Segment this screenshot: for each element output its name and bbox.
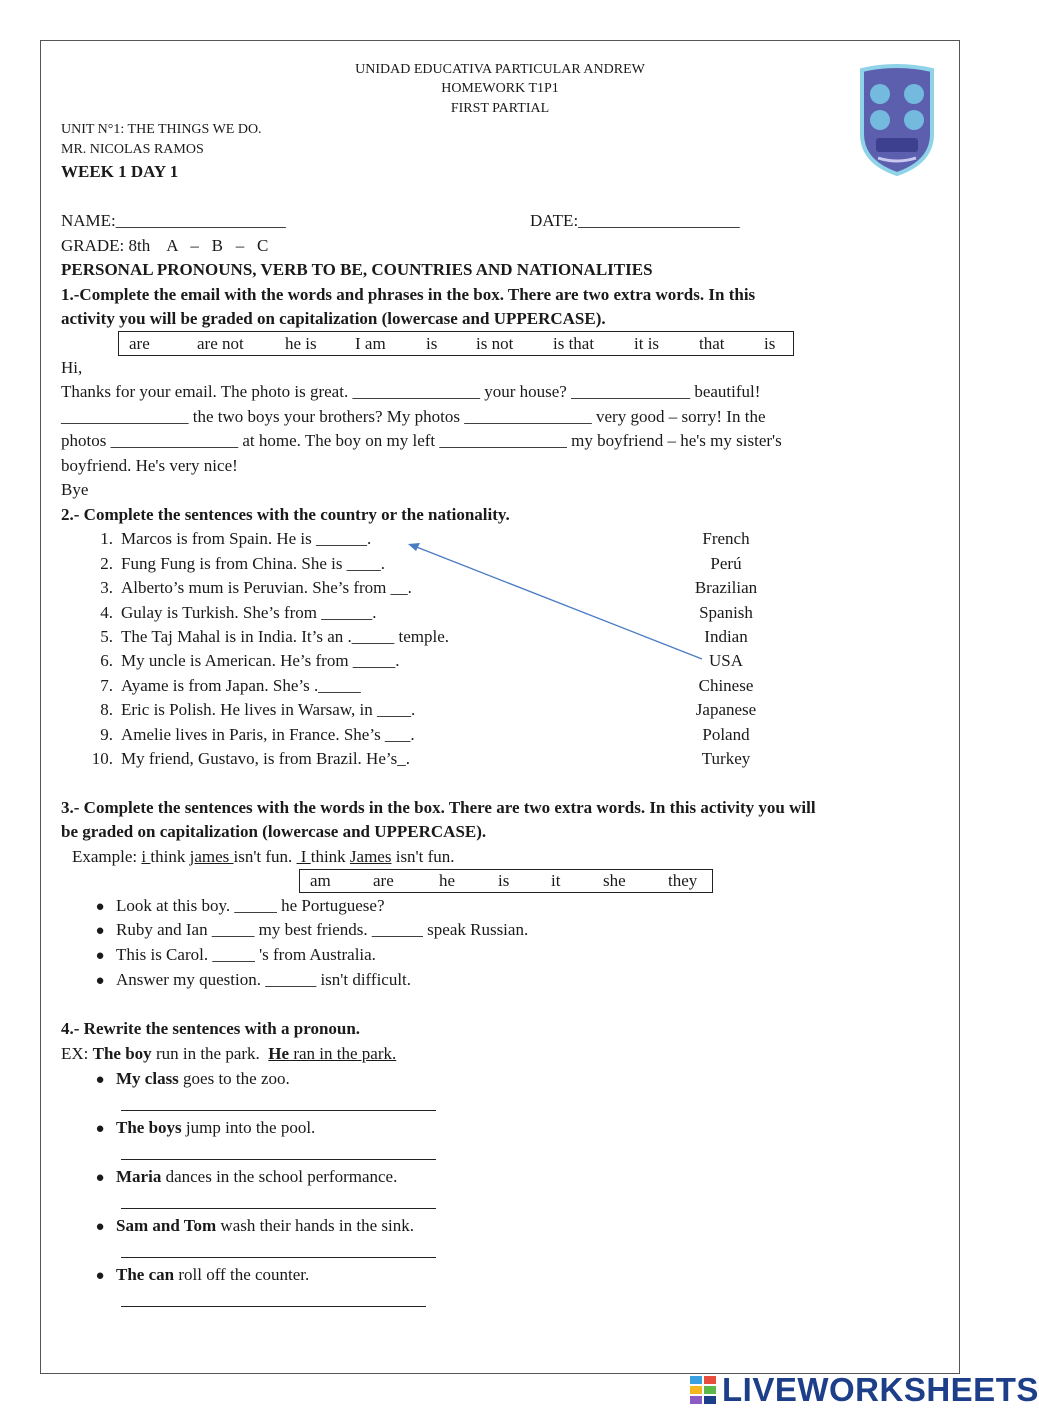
email-line: Hi, [61,358,83,377]
item-text: Answer my question. ______ isn't difficult. [116,970,412,989]
word-chip: he is [285,333,317,353]
email-line: boyfriend. He's very nice! [61,456,238,475]
item-number: 8. [100,700,113,719]
answer-line[interactable] [121,1306,426,1307]
ex1-instruction: 1.-Complete the email with the words and phrases in the box. There are two extra words. In this [61,285,756,304]
option-word[interactable]: Turkey [701,749,751,768]
unit-title: UNIT N°1: THE THINGS WE DO. [61,122,262,137]
item-number: 4. [100,603,113,622]
topic-heading: PERSONAL PRONOUNS, VERB TO BE, COUNTRIES AND NATIONALITIES [61,260,653,279]
example-answer: ran in the park. [289,1044,397,1063]
option-word[interactable]: Perú [710,554,742,573]
example-answer-subject: He [268,1044,290,1063]
teacher-name: MR. NICOLAS RAMOS [61,142,204,157]
bullet-icon: ● [95,1072,105,1088]
example-word: i [141,847,151,866]
option-word[interactable]: French [702,529,750,548]
answer-line[interactable] [121,1257,436,1258]
item-text: Ayame is from Japan. She’s ._____ [121,676,361,695]
school-name: UNIDAD EDUCATIVA PARTICULAR ANDREW [355,62,645,77]
answer-line[interactable] [121,1208,436,1209]
item-subject: My class [116,1069,179,1088]
bullet-icon: ● [95,1219,105,1235]
bullet-icon: ● [95,1268,105,1284]
item-text: Marcos is from Spain. He is ______. [121,529,372,548]
ex4-item [90,1265,309,1285]
answer-line[interactable] [121,1159,436,1160]
item-text: jump into the pool. [181,1118,316,1137]
bullet-icon: ● [95,1170,105,1186]
date-field[interactable]: DATE:___________________ [530,211,740,230]
option-word[interactable]: Poland [702,725,750,744]
partial-title: FIRST PARTIAL [450,101,550,116]
example-text: run in the park. [151,1044,265,1063]
item-text: dances in the school performance. [161,1167,398,1186]
word-chip: am [310,871,331,890]
email-line: Bye [61,480,89,499]
ex3-example [72,847,455,867]
ex4-item [90,1069,290,1089]
option-word[interactable]: Japanese [695,700,757,719]
ex1-instruction-2: activity you will be graded on capitalization (lowercase and UPPERCASE). [61,309,606,328]
item-text: Ruby and Ian _____ my best friends. ______ speak Russian. [116,920,529,939]
example-prefix: Example: [72,847,142,866]
week-day: WEEK 1 DAY 1 [61,162,179,181]
word-chip: is [764,333,776,353]
example-text: think [150,847,190,866]
ex3-instruction: 3.- Complete the sentences with the words in the box. There are two extra words. In this activity you will [61,798,816,817]
ex2-instruction: 2.- Complete the sentences with the country or the nationality. [61,505,510,524]
item-text: Fung Fung is from China. She is ____. [121,554,385,573]
ex4-instruction: 4.- Rewrite the sentences with a pronoun. [61,1019,361,1038]
name-field[interactable]: NAME:____________________ [61,211,286,230]
example-word: I [296,847,311,866]
bullet-icon: ● [95,1121,105,1137]
example-text: isn't fun. [233,847,297,866]
example-subject: The boy [92,1044,152,1063]
word-chip: it is [634,333,660,353]
word-chip: are [129,333,150,353]
ex3-item[interactable] [90,920,528,940]
ex3-instruction-2: be graded on capitalization (lowercase and UPPERCASE). [61,822,487,841]
option-word[interactable]: Brazilian [694,578,758,597]
word-chip: they [668,871,698,890]
item-number: 1. [100,529,113,548]
item-subject: Maria [116,1167,162,1186]
bullet-icon: ● [95,948,105,964]
item-text: The Taj Mahal is in India. It’s an ._____ temple. [121,627,450,646]
liveworksheets-logo [690,1372,1039,1408]
example-text: think [310,847,350,866]
word-chip: is [426,333,438,353]
item-text: wash their hands in the sink. [216,1216,415,1235]
ex4-example [61,1044,396,1064]
grade-line: GRADE: 8th A – B – C [61,236,269,255]
bullet-icon: ● [95,973,105,989]
item-text: Look at this boy. _____ he Portuguese? [116,896,385,915]
bullet-icon: ● [95,899,105,915]
example-prefix: EX: [61,1044,93,1063]
item-text: My uncle is American. He’s from _____. [121,651,400,670]
item-text: My friend, Gustavo, is from Brazil. He’s_. [121,749,410,768]
item-text: Alberto’s mum is Peruvian. She’s from __. [121,578,412,597]
item-subject: Sam and Tom [116,1216,217,1235]
answer-line[interactable] [121,1110,436,1111]
item-text: Eric is Polish. He lives in Warsaw, in ____. [121,700,416,719]
option-word[interactable]: Spanish [699,603,753,622]
item-subject: The boys [116,1118,182,1137]
email-line[interactable]: Thanks for your email. The photo is great. _______________ your house? ______________ beautiful! [61,382,761,401]
item-subject: The can [116,1265,175,1284]
word-chip: is not [476,333,514,353]
word-chip: is [498,871,510,890]
item-text: Gulay is Turkish. She’s from ______. [121,603,377,622]
liveworksheets-icon [690,1376,716,1404]
ex3-item[interactable] [90,945,376,965]
word-chip: are [373,871,394,890]
item-number: 9. [100,725,113,744]
word-chip: he [439,871,456,890]
item-text: This is Carol. _____ 's from Australia. [116,945,376,964]
ex4-item [90,1167,397,1187]
item-number: 6. [100,651,113,670]
ex4-item [90,1216,414,1236]
brand-name: LIVEWORKSHEETS [722,1371,1039,1408]
ex3-item[interactable] [90,970,411,990]
item-number: 2. [100,554,113,573]
ex3-word-box [299,869,713,893]
option-word[interactable]: USA [708,651,743,670]
item-number: 5. [100,627,113,646]
word-chip: it [551,871,561,890]
ex3-item[interactable] [90,896,385,916]
bullet-icon: ● [95,923,105,939]
homework-title: HOMEWORK T1P1 [441,81,559,96]
example-word: James [349,847,392,866]
word-chip: are not [197,333,244,353]
item-number: 3. [100,578,113,597]
item-text: Amelie lives in Paris, in France. She’s ___. [121,725,415,744]
item-number: 10. [91,749,113,768]
word-chip: she [603,871,626,890]
example-text: isn't fun. [391,847,455,866]
item-number: 7. [100,676,113,695]
item-text: roll off the counter. [174,1265,310,1284]
example-word: james [189,847,234,866]
word-chip: that [699,333,725,353]
option-word[interactable]: Indian [704,627,748,646]
word-chip: I am [355,333,386,353]
item-text: goes to the zoo. [178,1069,290,1088]
ex4-item [90,1118,315,1138]
option-word[interactable]: Chinese [698,676,754,695]
word-chip: is that [553,333,595,353]
email-line[interactable]: _______________ the two boys your brothers? My photos _______________ very good – sorry! In the [61,407,766,426]
email-line[interactable]: photos _______________ at home. The boy on my left _______________ my boyfriend – he's my sister's [61,431,782,450]
